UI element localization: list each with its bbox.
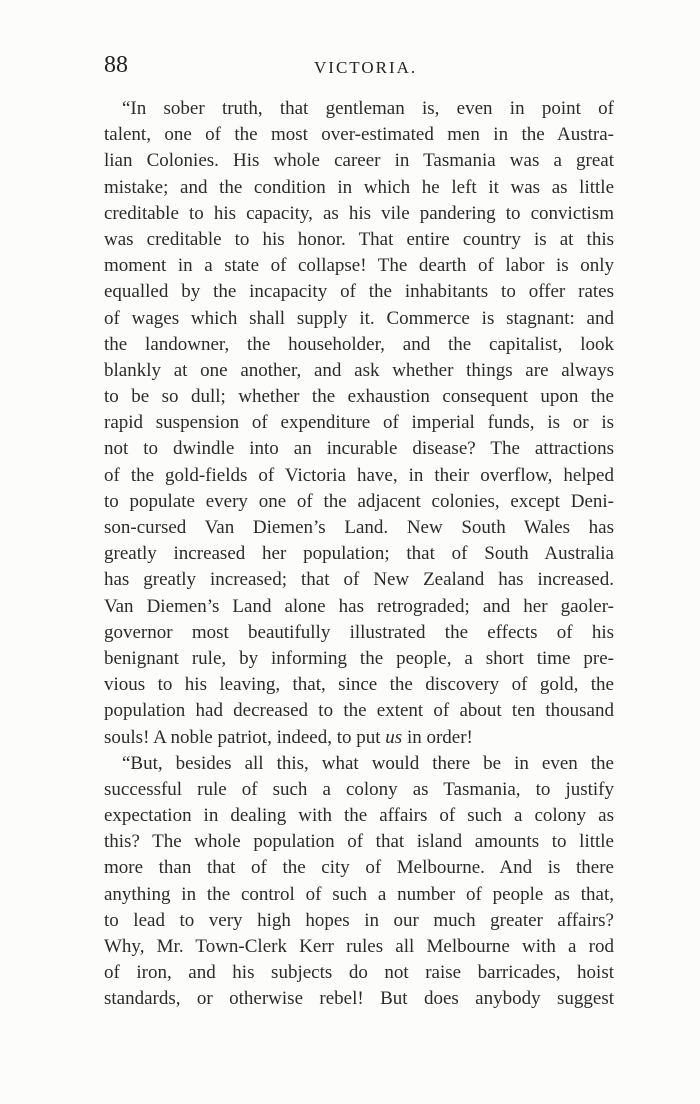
text-line: not to dwindle into an incurable disease? The attractions (104, 438, 614, 460)
text-line: of the gold-fields of Victoria have, in their overflow, helped (104, 464, 614, 486)
text-line: equalled by the incapacity of the inhabitants to offer rates (104, 281, 614, 303)
text-line: to populate every one of the adjacent colonies, except Deni- (104, 490, 614, 512)
text-line: governor most beautifully illustrated the effects of his (104, 621, 614, 643)
text-line: the landowner, the householder, and the capitalist, look (104, 333, 614, 355)
body-text (104, 96, 614, 1013)
text-line: son-cursed Van Diemen’s Land. New South Wales has (104, 517, 614, 538)
italic-word: us (385, 726, 403, 748)
text-line: rapid suspension of expenditure of imperial funds, is or is (104, 412, 614, 434)
text-line: talent, one of the most over-estimated men in the Austra- (104, 124, 614, 146)
text-line: Why, Mr. Town-Clerk Kerr rules all Melbourne with a rod (104, 936, 614, 957)
text-line: to lead to very high hopes in our much greater affairs? (104, 909, 614, 931)
text-line-last (104, 725, 614, 751)
text-line: “But, besides all this, what would there be in even the (122, 752, 614, 774)
text-line: creditable to his capacity, as his vile pandering to convictism (104, 202, 614, 224)
text-line: more than that of the city of Melbourne. And is there (104, 857, 614, 879)
page-header (104, 52, 616, 82)
text-line: was creditable to his honor. That entire country is at this (104, 228, 614, 250)
text-segment: souls! A noble patriot, indeed, to put (104, 726, 386, 748)
text-line: has greatly increased; that of New Zealand has increased. (104, 569, 614, 591)
text-line: standards, or otherwise rebel! But does anybody suggest (104, 988, 614, 1010)
text-line: lian Colonies. His whole career in Tasmania was a great (104, 150, 614, 172)
text-line: of wages which shall supply it. Commerce is stagnant: and (104, 307, 614, 329)
text-line: expectation in dealing with the affairs of such a colony as (104, 805, 614, 827)
text-line: benignant rule, by informing the people, a short time pre- (104, 647, 614, 669)
text-line: blankly at one another, and ask whether things are always (104, 359, 614, 381)
text-line: population had decreased to the extent of about ten thousand (104, 700, 614, 722)
text-line: this? The whole population of that island amounts to little (104, 831, 614, 853)
text-line: successful rule of such a colony as Tasmania, to justify (104, 778, 614, 800)
text-line: to be so dull; whether the exhaustion consequent upon the (104, 386, 614, 408)
text-line: anything in the control of such a number of people as that, (104, 883, 614, 905)
text-line: “In sober truth, that gentleman is, even in point of (122, 98, 614, 119)
text-line: vious to his leaving, that, since the discovery of gold, the (104, 674, 614, 696)
text-line: Van Diemen’s Land alone has retrograded; and her gaoler- (104, 595, 614, 617)
text-line: greatly increased her population; that of South Australia (104, 543, 614, 565)
text-line: mistake; and the condition in which he left it was as little (104, 176, 614, 198)
text-line: moment in a state of collapse! The dearth of labor is only (104, 255, 614, 277)
text-segment: in order! (402, 726, 473, 748)
running-title: VICTORIA. (314, 58, 418, 77)
text-line: of iron, and his subjects do not raise barricades, hoist (104, 962, 614, 984)
page-number: 88 (104, 52, 128, 78)
